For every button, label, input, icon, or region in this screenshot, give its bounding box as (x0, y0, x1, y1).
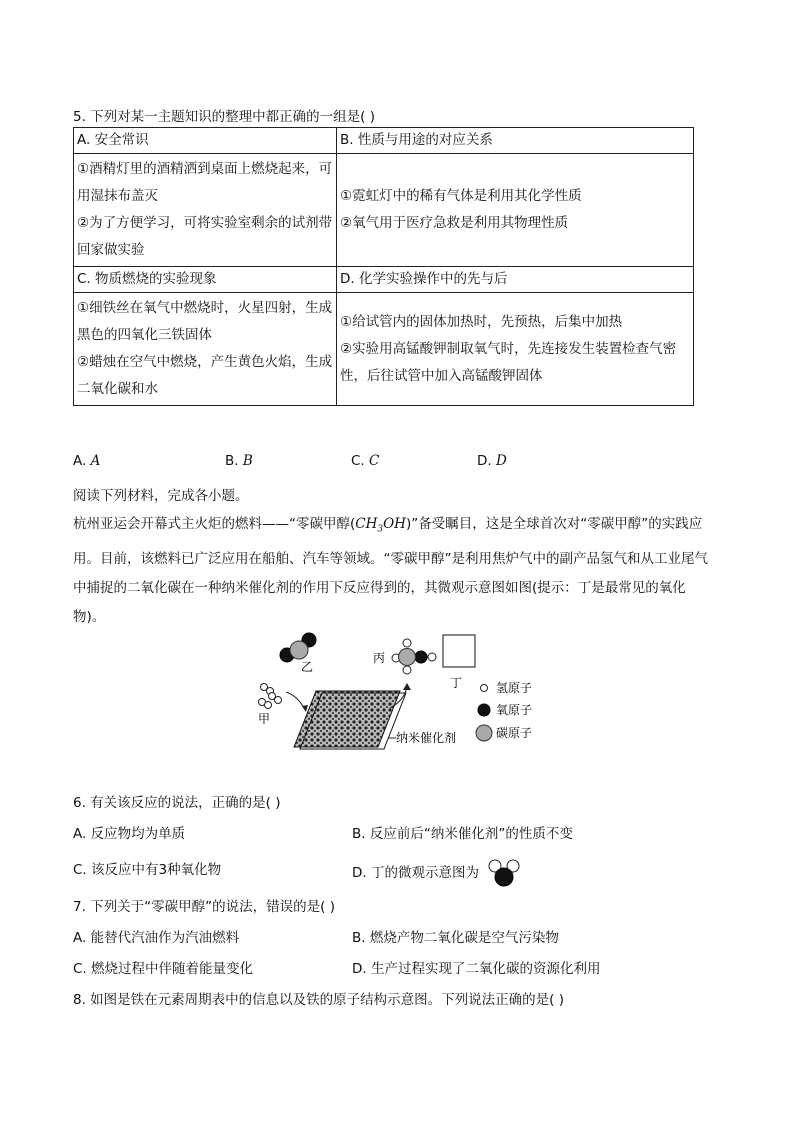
reading-intro: 阅读下列材料，完成各小题。 (73, 488, 249, 504)
cell-b-head: B. 性质与用途的对应关系 (337, 128, 694, 154)
water-molecule-icon (485, 858, 525, 888)
molecule-jia-icon (259, 684, 282, 709)
cell-c-head: C. 物质燃烧的实验现象 (74, 267, 337, 293)
knowledge-table (73, 127, 694, 406)
question-6-stem: 6. 有关该反应的说法，正确的是( ) (73, 795, 281, 811)
label-ding: 丁 (450, 676, 463, 690)
box-ding (443, 635, 475, 667)
cell-a-head: A. 安全常识 (74, 128, 337, 154)
q7-option-d[interactable]: D. 生产过程实现了二氧化碳的资源化利用 (352, 961, 601, 977)
q5-option-c[interactable]: C. C (351, 453, 380, 469)
question-8-stem: 8. 如图是铁在元素周期表中的信息以及铁的原子结构示意图。下列说法正确的是( ) (73, 992, 564, 1008)
legend-oxygen: 氧原子 (496, 703, 533, 717)
hydrogen-atom-icon (481, 685, 488, 692)
question-7-stem: 7. 下列关于“零碳甲醇”的说法，错误的是( ) (73, 899, 335, 915)
carbon-atom-icon (476, 725, 492, 741)
cell-b-item-2: ②氧气用于医疗急救是利用其物理性质 (340, 215, 569, 231)
q5-option-b[interactable]: B. B (225, 453, 253, 469)
molecule-yi-icon (280, 633, 316, 662)
legend-hydrogen: 氢原子 (496, 681, 533, 695)
q7-option-b[interactable]: B. 燃烧产物二氧化碳是空气污染物 (352, 930, 559, 946)
cell-d-body (337, 293, 694, 406)
q6-option-a[interactable]: A. 反应物均为单质 (73, 826, 186, 842)
cell-d-head: D. 化学实验操作中的先与后 (337, 267, 694, 293)
label-bing: 丙 (373, 651, 386, 665)
cell-d-item-1: ①给试管内的固体加热时，先预热，后集中加热 (340, 313, 623, 330)
cell-a-item-1: ①酒精灯里的酒精洒到桌面上燃烧起来，可用湿抹布盖灭 (77, 161, 333, 204)
molecule-bing-icon (392, 639, 436, 674)
cell-c-body (74, 293, 337, 406)
q5-option-a[interactable]: A. A (73, 453, 101, 469)
question-5-stem: 5. 下列对某一主题知识的整理中都正确的一组是( ) (73, 109, 375, 125)
q7-option-a[interactable]: A. 能替代汽油作为汽油燃料 (73, 930, 240, 946)
catalyst-plate-icon (294, 691, 400, 747)
cell-c-item-2: ②蜡烛在空气中燃烧，产生黄色火焰，生成二氧化碳和水 (77, 354, 333, 397)
reading-paragraph: 杭州亚运会开幕式主火炬的燃料——“零碳甲醇$(CH_3OH)$”备受瞩目，这是全球首次对“零碳甲醇”的实践应用。目前，该燃料已广泛应用在船舶、汽车等领域。“零碳甲醇”是利用焦炉气中的副产品氢气和从工业尾气中捕捉的二氧化碳在一种纳米催化剂的作用下反应得到的，其微观示意图如图(提示：丁是最常见的氧化物)。 (73, 516, 708, 625)
methanol-formula: $CH_3OH$ (355, 516, 406, 535)
q5-option-d[interactable]: D. D (477, 453, 507, 469)
label-jia: 甲 (258, 712, 271, 726)
q6-option-b[interactable]: B. 反应前后“纳米催化剂”的性质不变 (352, 826, 573, 842)
cell-b-item-1: ①霓虹灯中的稀有气体是利用其化学性质 (340, 188, 582, 204)
q7-option-c[interactable]: C. 燃烧过程中伴随着能量变化 (73, 961, 254, 977)
cell-b-body (337, 154, 694, 267)
cell-a-body (74, 154, 337, 267)
label-yi: 乙 (301, 660, 314, 674)
reaction-micro-diagram (250, 630, 550, 755)
label-catalyst: 纳米催化剂 (396, 731, 457, 745)
q6-option-c[interactable]: C. 该反应中有3种氧化物 (73, 862, 222, 878)
q6-option-d[interactable]: D. 丁的微观示意图为 (352, 858, 525, 888)
cell-a-item-2: ②为了方便学习，可将实验室剩余的试剂带回家做实验 (77, 215, 333, 258)
legend-carbon: 碳原子 (496, 726, 533, 740)
cell-c-item-1: ①细铁丝在氧气中燃烧时，火星四射，生成黑色的四氧化三铁固体 (77, 300, 333, 343)
cell-d-item-2: ②实验用高锰酸钾制取氧气时，先连接发生装置检查气密性，后往试管中加入高锰酸钾固体 (340, 340, 677, 384)
oxygen-atom-icon (478, 704, 490, 716)
